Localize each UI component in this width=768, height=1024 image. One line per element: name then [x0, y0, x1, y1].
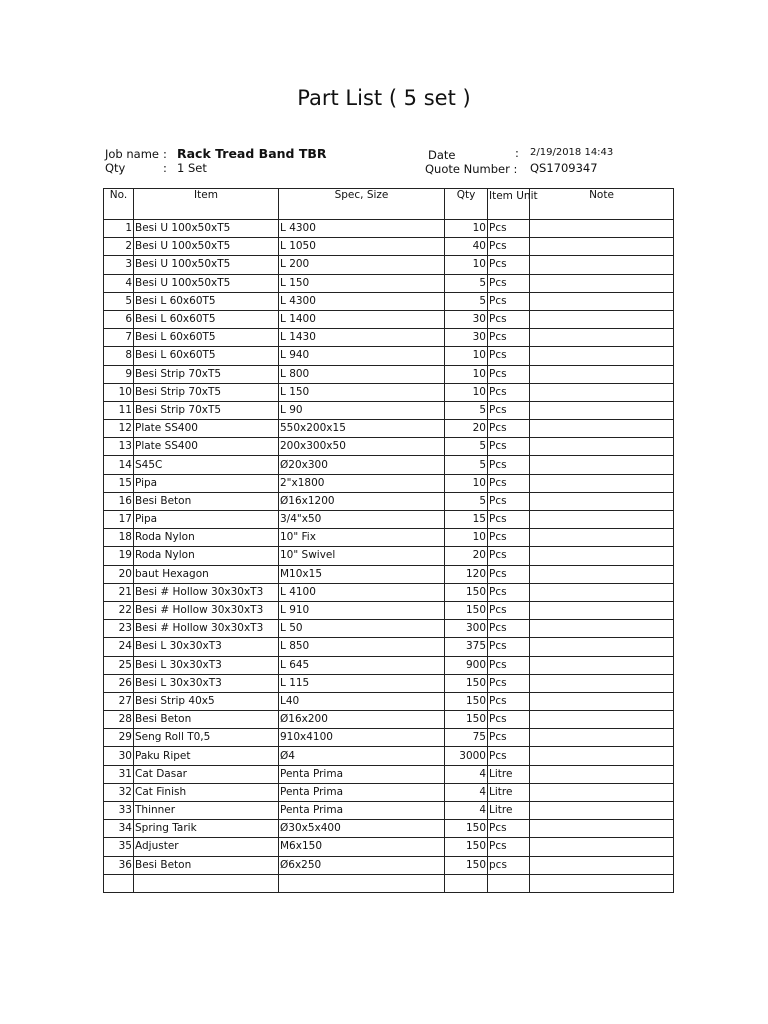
- cell-no: 11: [104, 401, 134, 419]
- cell-item: Besi Beton: [134, 492, 279, 510]
- cell-no: 16: [104, 492, 134, 510]
- table-row: [104, 547, 674, 565]
- cell-item: Roda Nylon: [134, 529, 279, 547]
- table-row: [104, 292, 674, 310]
- cell-no: 24: [104, 638, 134, 656]
- cell-item: Cat Dasar: [134, 765, 279, 783]
- job-name-value: Rack Tread Band TBR: [177, 146, 327, 161]
- cell-qty: 40: [445, 238, 488, 256]
- cell-item: Besi L 30x30xT3: [134, 638, 279, 656]
- cell-spec: 2"x1800: [279, 474, 445, 492]
- cell-note: [530, 620, 674, 638]
- cell-item: Besi Beton: [134, 856, 279, 874]
- table-row: [104, 856, 674, 874]
- cell-note: [530, 310, 674, 328]
- cell-qty: 150: [445, 583, 488, 601]
- cell-item: Adjuster: [134, 838, 279, 856]
- cell-spec: L40: [279, 692, 445, 710]
- cell-spec: [279, 874, 445, 892]
- cell-no: 32: [104, 783, 134, 801]
- cell-no: 29: [104, 729, 134, 747]
- cell-note: [530, 601, 674, 619]
- table-row: [104, 565, 674, 583]
- date-value: 2/19/2018 14:43: [530, 147, 614, 158]
- cell-note: [530, 511, 674, 529]
- quote-number-label: Quote Number :: [425, 162, 518, 176]
- cell-spec: L 645: [279, 656, 445, 674]
- qty-colon: :: [163, 161, 167, 175]
- cell-unit: Pcs: [488, 820, 530, 838]
- cell-qty: 5: [445, 274, 488, 292]
- cell-spec: L 1050: [279, 238, 445, 256]
- cell-note: [530, 874, 674, 892]
- table-row: [104, 256, 674, 274]
- table-row: [104, 438, 674, 456]
- cell-qty: 900: [445, 656, 488, 674]
- cell-qty: 10: [445, 347, 488, 365]
- cell-item: [134, 874, 279, 892]
- cell-no: 2: [104, 238, 134, 256]
- cell-no: 14: [104, 456, 134, 474]
- job-name-colon: :: [163, 147, 167, 161]
- cell-qty: 4: [445, 802, 488, 820]
- cell-qty: 10: [445, 220, 488, 238]
- cell-qty: 30: [445, 329, 488, 347]
- cell-spec: L 90: [279, 401, 445, 419]
- cell-item: Besi Beton: [134, 711, 279, 729]
- cell-note: [530, 783, 674, 801]
- table-row: [104, 874, 674, 892]
- cell-note: [530, 656, 674, 674]
- cell-spec: Penta Prima: [279, 783, 445, 801]
- cell-no: 6: [104, 310, 134, 328]
- table-row: [104, 765, 674, 783]
- date-label: Date: [428, 148, 456, 162]
- cell-note: [530, 638, 674, 656]
- cell-spec: 550x200x15: [279, 420, 445, 438]
- quote-number-value: QS1709347: [530, 161, 598, 175]
- cell-qty: 10: [445, 474, 488, 492]
- cell-note: [530, 765, 674, 783]
- cell-spec: L 850: [279, 638, 445, 656]
- cell-qty: 150: [445, 711, 488, 729]
- cell-no: 7: [104, 329, 134, 347]
- cell-qty: 150: [445, 856, 488, 874]
- cell-spec: L 200: [279, 256, 445, 274]
- column-header-qty: Qty: [445, 189, 488, 220]
- cell-note: [530, 547, 674, 565]
- cell-item: Besi L 60x60T5: [134, 347, 279, 365]
- table-row: [104, 420, 674, 438]
- cell-no: 22: [104, 601, 134, 619]
- cell-item: baut Hexagon: [134, 565, 279, 583]
- cell-unit: Pcs: [488, 292, 530, 310]
- cell-qty: 150: [445, 820, 488, 838]
- cell-no: 34: [104, 820, 134, 838]
- parts-table: [103, 188, 674, 893]
- table-row: [104, 310, 674, 328]
- cell-spec: M10x15: [279, 565, 445, 583]
- cell-no: 27: [104, 692, 134, 710]
- cell-note: [530, 292, 674, 310]
- cell-item: Besi L 60x60T5: [134, 292, 279, 310]
- cell-note: [530, 274, 674, 292]
- cell-note: [530, 711, 674, 729]
- column-header-spec: Spec, Size: [279, 189, 445, 220]
- cell-no: 5: [104, 292, 134, 310]
- cell-no: 23: [104, 620, 134, 638]
- cell-note: [530, 692, 674, 710]
- cell-spec: L 4300: [279, 292, 445, 310]
- cell-unit: Pcs: [488, 438, 530, 456]
- cell-unit: [488, 874, 530, 892]
- cell-no: 31: [104, 765, 134, 783]
- table-row: [104, 838, 674, 856]
- table-row: [104, 820, 674, 838]
- table-row: [104, 802, 674, 820]
- table-row: [104, 383, 674, 401]
- cell-note: [530, 583, 674, 601]
- cell-item: Besi # Hollow 30x30xT3: [134, 583, 279, 601]
- qty-value: 1 Set: [177, 161, 207, 175]
- cell-qty: 150: [445, 601, 488, 619]
- cell-note: [530, 838, 674, 856]
- cell-unit: Pcs: [488, 711, 530, 729]
- cell-no: 3: [104, 256, 134, 274]
- cell-item: Cat Finish: [134, 783, 279, 801]
- cell-note: [530, 529, 674, 547]
- cell-no: 10: [104, 383, 134, 401]
- cell-unit: Pcs: [488, 220, 530, 238]
- cell-no: 4: [104, 274, 134, 292]
- cell-item: Plate SS400: [134, 420, 279, 438]
- table-row: [104, 220, 674, 238]
- cell-spec: L 150: [279, 383, 445, 401]
- cell-spec: Ø16x1200: [279, 492, 445, 510]
- cell-note: [530, 802, 674, 820]
- cell-no: 9: [104, 365, 134, 383]
- page-title: Part List ( 5 set ): [297, 86, 471, 110]
- cell-unit: Pcs: [488, 401, 530, 419]
- cell-note: [530, 565, 674, 583]
- cell-unit: Pcs: [488, 656, 530, 674]
- cell-note: [530, 256, 674, 274]
- cell-note: [530, 238, 674, 256]
- cell-qty: 300: [445, 620, 488, 638]
- cell-item: Besi L 60x60T5: [134, 310, 279, 328]
- cell-note: [530, 456, 674, 474]
- table-row: [104, 401, 674, 419]
- cell-no: 26: [104, 674, 134, 692]
- cell-spec: 10" Fix: [279, 529, 445, 547]
- cell-spec: Ø16x200: [279, 711, 445, 729]
- column-header-unit: Item Unit: [488, 189, 530, 220]
- table-row: [104, 329, 674, 347]
- cell-unit: Pcs: [488, 274, 530, 292]
- cell-spec: Ø4: [279, 747, 445, 765]
- cell-qty: 10: [445, 256, 488, 274]
- cell-qty: 75: [445, 729, 488, 747]
- cell-unit: Pcs: [488, 529, 530, 547]
- cell-note: [530, 492, 674, 510]
- cell-item: Besi L 30x30xT3: [134, 656, 279, 674]
- table-row: [104, 747, 674, 765]
- cell-item: S45C: [134, 456, 279, 474]
- cell-unit: Pcs: [488, 256, 530, 274]
- table-row: [104, 347, 674, 365]
- cell-unit: Litre: [488, 765, 530, 783]
- cell-unit: Pcs: [488, 492, 530, 510]
- cell-note: [530, 220, 674, 238]
- cell-qty: 5: [445, 292, 488, 310]
- cell-spec: Ø30x5x400: [279, 820, 445, 838]
- cell-item: Besi Strip 70xT5: [134, 383, 279, 401]
- cell-note: [530, 347, 674, 365]
- cell-no: 8: [104, 347, 134, 365]
- cell-unit: Pcs: [488, 420, 530, 438]
- cell-no: 28: [104, 711, 134, 729]
- cell-spec: 10" Swivel: [279, 547, 445, 565]
- cell-unit: Pcs: [488, 474, 530, 492]
- cell-unit: Pcs: [488, 838, 530, 856]
- cell-qty: 10: [445, 529, 488, 547]
- cell-spec: L 800: [279, 365, 445, 383]
- cell-item: Plate SS400: [134, 438, 279, 456]
- cell-qty: 3000: [445, 747, 488, 765]
- cell-spec: L 4100: [279, 583, 445, 601]
- cell-spec: 910x4100: [279, 729, 445, 747]
- table-row: [104, 692, 674, 710]
- cell-spec: L 940: [279, 347, 445, 365]
- cell-spec: L 4300: [279, 220, 445, 238]
- cell-unit: Litre: [488, 802, 530, 820]
- cell-unit: Pcs: [488, 674, 530, 692]
- cell-note: [530, 729, 674, 747]
- cell-qty: 15: [445, 511, 488, 529]
- cell-qty: 375: [445, 638, 488, 656]
- cell-no: 36: [104, 856, 134, 874]
- cell-qty: 30: [445, 310, 488, 328]
- cell-qty: 10: [445, 365, 488, 383]
- cell-spec: L 115: [279, 674, 445, 692]
- table-row: [104, 674, 674, 692]
- cell-note: [530, 474, 674, 492]
- table-header-row: [104, 189, 674, 220]
- cell-qty: 10: [445, 383, 488, 401]
- cell-no: 20: [104, 565, 134, 583]
- cell-note: [530, 365, 674, 383]
- cell-unit: Pcs: [488, 620, 530, 638]
- table-row: [104, 711, 674, 729]
- table-row: [104, 783, 674, 801]
- table-row: [104, 656, 674, 674]
- cell-unit: Pcs: [488, 456, 530, 474]
- cell-item: Seng Roll T0,5: [134, 729, 279, 747]
- cell-note: [530, 420, 674, 438]
- cell-qty: 4: [445, 765, 488, 783]
- job-name-label: Job name: [105, 147, 159, 161]
- table-row: [104, 274, 674, 292]
- cell-unit: Pcs: [488, 329, 530, 347]
- cell-note: [530, 747, 674, 765]
- cell-spec: Penta Prima: [279, 765, 445, 783]
- cell-spec: Ø6x250: [279, 856, 445, 874]
- cell-spec: L 50: [279, 620, 445, 638]
- table-row: [104, 729, 674, 747]
- cell-qty: 120: [445, 565, 488, 583]
- cell-spec: L 910: [279, 601, 445, 619]
- cell-unit: Pcs: [488, 747, 530, 765]
- cell-note: [530, 674, 674, 692]
- table-row: [104, 456, 674, 474]
- table-row: [104, 511, 674, 529]
- cell-unit: Pcs: [488, 347, 530, 365]
- cell-qty: 5: [445, 438, 488, 456]
- cell-spec: Ø20x300: [279, 456, 445, 474]
- cell-item: Besi U 100x50xT5: [134, 238, 279, 256]
- table-row: [104, 601, 674, 619]
- cell-no: 21: [104, 583, 134, 601]
- cell-no: 1: [104, 220, 134, 238]
- table-row: [104, 529, 674, 547]
- cell-note: [530, 438, 674, 456]
- cell-qty: 5: [445, 401, 488, 419]
- cell-item: Thinner: [134, 802, 279, 820]
- cell-spec: 200x300x50: [279, 438, 445, 456]
- cell-spec: M6x150: [279, 838, 445, 856]
- cell-qty: 150: [445, 692, 488, 710]
- cell-item: Besi L 30x30xT3: [134, 674, 279, 692]
- table-row: [104, 474, 674, 492]
- cell-spec: L 150: [279, 274, 445, 292]
- column-header-note: Note: [530, 189, 674, 220]
- cell-qty: [445, 874, 488, 892]
- cell-item: Besi # Hollow 30x30xT3: [134, 620, 279, 638]
- cell-no: 13: [104, 438, 134, 456]
- cell-qty: 20: [445, 547, 488, 565]
- cell-unit: pcs: [488, 856, 530, 874]
- cell-unit: Pcs: [488, 601, 530, 619]
- cell-qty: 150: [445, 674, 488, 692]
- cell-item: Besi Strip 70xT5: [134, 365, 279, 383]
- cell-note: [530, 329, 674, 347]
- cell-no: [104, 874, 134, 892]
- date-colon: :: [515, 146, 519, 160]
- cell-no: 19: [104, 547, 134, 565]
- table-body: [104, 220, 674, 893]
- cell-unit: Pcs: [488, 692, 530, 710]
- cell-qty: 150: [445, 838, 488, 856]
- cell-unit: Pcs: [488, 565, 530, 583]
- table-row: [104, 620, 674, 638]
- cell-no: 18: [104, 529, 134, 547]
- cell-item: Paku Ripet: [134, 747, 279, 765]
- cell-no: 33: [104, 802, 134, 820]
- cell-unit: Pcs: [488, 583, 530, 601]
- cell-note: [530, 401, 674, 419]
- cell-spec: Penta Prima: [279, 802, 445, 820]
- column-header-no: No.: [104, 189, 134, 220]
- cell-no: 17: [104, 511, 134, 529]
- cell-unit: Litre: [488, 783, 530, 801]
- cell-unit: Pcs: [488, 310, 530, 328]
- cell-item: Besi L 60x60T5: [134, 329, 279, 347]
- cell-item: Pipa: [134, 511, 279, 529]
- cell-spec: 3/4"x50: [279, 511, 445, 529]
- cell-spec: L 1430: [279, 329, 445, 347]
- cell-item: Spring Tarik: [134, 820, 279, 838]
- cell-item: Besi Strip 70xT5: [134, 401, 279, 419]
- cell-item: Besi U 100x50xT5: [134, 274, 279, 292]
- table-row: [104, 583, 674, 601]
- table-row: [104, 492, 674, 510]
- cell-item: Besi U 100x50xT5: [134, 220, 279, 238]
- cell-note: [530, 383, 674, 401]
- cell-item: Besi # Hollow 30x30xT3: [134, 601, 279, 619]
- cell-unit: Pcs: [488, 729, 530, 747]
- cell-unit: Pcs: [488, 383, 530, 401]
- cell-item: Besi U 100x50xT5: [134, 256, 279, 274]
- cell-no: 12: [104, 420, 134, 438]
- cell-qty: 5: [445, 492, 488, 510]
- table-row: [104, 238, 674, 256]
- cell-item: Besi Strip 40x5: [134, 692, 279, 710]
- cell-note: [530, 820, 674, 838]
- cell-no: 35: [104, 838, 134, 856]
- cell-unit: Pcs: [488, 547, 530, 565]
- qty-label: Qty: [105, 161, 126, 175]
- cell-unit: Pcs: [488, 365, 530, 383]
- cell-no: 15: [104, 474, 134, 492]
- table-row: [104, 638, 674, 656]
- cell-qty: 20: [445, 420, 488, 438]
- cell-unit: Pcs: [488, 238, 530, 256]
- cell-spec: L 1400: [279, 310, 445, 328]
- cell-qty: 4: [445, 783, 488, 801]
- table-row: [104, 365, 674, 383]
- cell-qty: 5: [445, 456, 488, 474]
- cell-unit: Pcs: [488, 638, 530, 656]
- cell-item: Roda Nylon: [134, 547, 279, 565]
- cell-note: [530, 856, 674, 874]
- cell-unit: Pcs: [488, 511, 530, 529]
- cell-item: Pipa: [134, 474, 279, 492]
- cell-no: 25: [104, 656, 134, 674]
- cell-no: 30: [104, 747, 134, 765]
- column-header-item: Item: [134, 189, 279, 220]
